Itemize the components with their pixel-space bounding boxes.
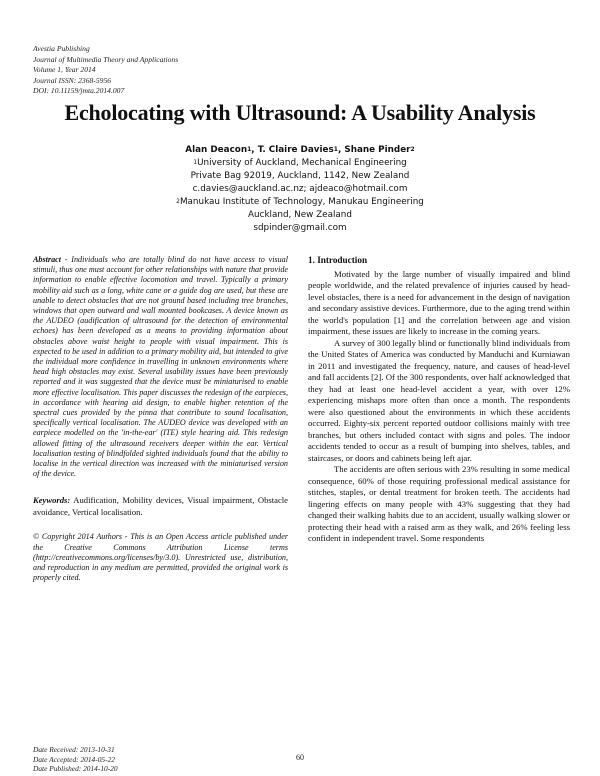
page-number: 60 — [296, 753, 304, 762]
journal-issn: Journal ISSN: 2368-5956 — [33, 75, 112, 85]
author-affiliations — [0, 144, 600, 235]
left-column — [33, 255, 288, 583]
author-separator: , — [251, 145, 258, 155]
affiliation-email: sdpinder@gmail.com — [253, 223, 347, 233]
affiliation-line — [0, 157, 600, 170]
paper-title: Echolocating with Ultrasound: A Usability Analysis — [64, 100, 536, 125]
right-column — [308, 255, 570, 545]
journal-name: Journal of Multimedia Theory and Applications — [33, 54, 179, 64]
author-superscript: 1 — [247, 146, 252, 153]
journal-volume: Volume 1, Year 2014 — [33, 65, 96, 74]
author-list — [0, 144, 600, 157]
abstract-text: - Individuals who are totally blind do not have access to visual stimuli, thus one must account for other relationships with nature that provide information to enable effective locomotion and travel. Typically a primary mobility aid such as a long, white cane or a guide dog are used, but these are unable to detect obstacles that are not ground based including tree branches, windows that open outward and wall mounted bookcases. A device known as the AUDEO (audification of ultrasound for the detection of environmental echoes) has been developed as a means to providing information about obstacles above waist height to people with visual impairment. This is expected to be used in addition to a primary mobility aid, but intended to give the individual more confidence in travelling in unknown environments where head high obstacles may exist. Several usability issues have been previously reported and it was suggested that the device must be miniaturised to enable more effective localisation. This paper discusses the redesign of the earpieces, in accordance with hearing aid design, to enable higher retention of the spectral cues provided by the pinna that contribute to sound localisation, specifically vertical localisation. The AUDEO device was developed with an earpiece modelled on the 'in-the-ear' (ITE) style hearing aid. This redesign allowed fitting of the ultrasound receivers deeper within the ear. Vertical localisation testing of blindfolded sighted individuals found that the ability to localise in the vertical direction was increased with the miniaturised version of the device. — [33, 255, 288, 479]
affiliation-text: Manukau Institute of Technology, Manukau Engineering — [179, 197, 424, 207]
affiliation-text: University of Auckland, Mechanical Engineering — [197, 158, 407, 168]
intro-paragraph: Motivated by the large number of visually impaired and blind people worldwide, and the related prevalence of injuries caused by head-level obstacles, there is a need for advancement in the design of navigation and secondary assistive devices. Furthermore, due to the aging trend within the world's population [1] and the correlation between age and vision impairment, these issues are likely to increase in the coming years. — [308, 268, 571, 336]
author-superscript: 2 — [410, 146, 415, 153]
affiliation-line — [0, 196, 600, 209]
section-heading: 1. Introduction — [308, 255, 368, 265]
intro-paragraph: The accidents are often serious with 23% resulting in some medical consequence, 60% of those requiring professional medical assistance for stitches, staples, or dental treatment for broken teeth. The accidents had lingering effects on many people with 43% suggesting that they had changed their walking habits due to an accident, usually walking slower or protecting their head with a raised arm as they walk, and 26% feeling less confident in independent travel. Some respondents — [308, 464, 570, 543]
keywords — [33, 495, 288, 518]
keywords-label: Keywords: — [33, 495, 71, 506]
intro-paragraph: A survey of 300 legally blind or functionally blind individuals from the United States of America was conducted by Manduchi and Kurniawan in 2011 and investigated the frequency, nature, and causes of head-level and fall accidents [2]. Of the 300 respondents, over half acknowledged that they had at least one head-level accident a year, with over 12% experiencing mishaps more often than once a month. The respondents were also questioned about the environments in which these accidents occurred. Eighty-six percent reported outdoor collisions mainly with tree branches, but others included contact with signs and poles. The indoor accidents tended to occur as a result of bumping into shelves, tables, and staircases, or doors and cabinets being left ajar. — [308, 337, 570, 463]
author-separator: , — [337, 145, 345, 155]
publisher-name: Avestia Publishing — [33, 44, 90, 53]
affiliation-superscript: 1 — [193, 159, 198, 166]
author-name: T. Claire Davies — [257, 145, 334, 155]
abstract-label: Abstract — [33, 255, 61, 264]
author-name: Shane Pinder — [344, 145, 411, 155]
author-superscript: 1 — [333, 146, 338, 153]
date-published: Date Published: 2014-10-20 — [33, 764, 118, 773]
affiliation-address: Private Bag 92019, Auckland, 1142, New Zealand — [190, 171, 410, 181]
article-doi: DOI: 10.11159/jmta.2014.007 — [33, 86, 125, 95]
affiliation-email: c.davies@auckland.ac.nz; ajdeaco@hotmail.com — [192, 184, 408, 194]
journal-header — [33, 44, 333, 97]
date-accepted: Date Accepted: 2014-05-22 — [33, 754, 115, 764]
date-received: Date Received: 2013-10-31 — [33, 745, 115, 754]
affiliation-address: Auckland, New Zealand — [248, 210, 352, 220]
author-name: Alan Deacon — [185, 145, 248, 155]
keywords-text: Audification, Mobility devices, Visual impairment, Obstacle avoidance, Vertical localisation. — [33, 495, 288, 517]
copyright-notice: © Copyright 2014 Authors - This is an Open Access article published under the Creative Commons Attribution License terms (http://creativecommons.org/licenses/by/3.0). Unrestricted use, distribution, and reproduction in any medium are permitted, provided the original work is properly cited. — [33, 532, 288, 583]
abstract — [33, 255, 288, 479]
affiliation-superscript: 2 — [176, 198, 180, 205]
